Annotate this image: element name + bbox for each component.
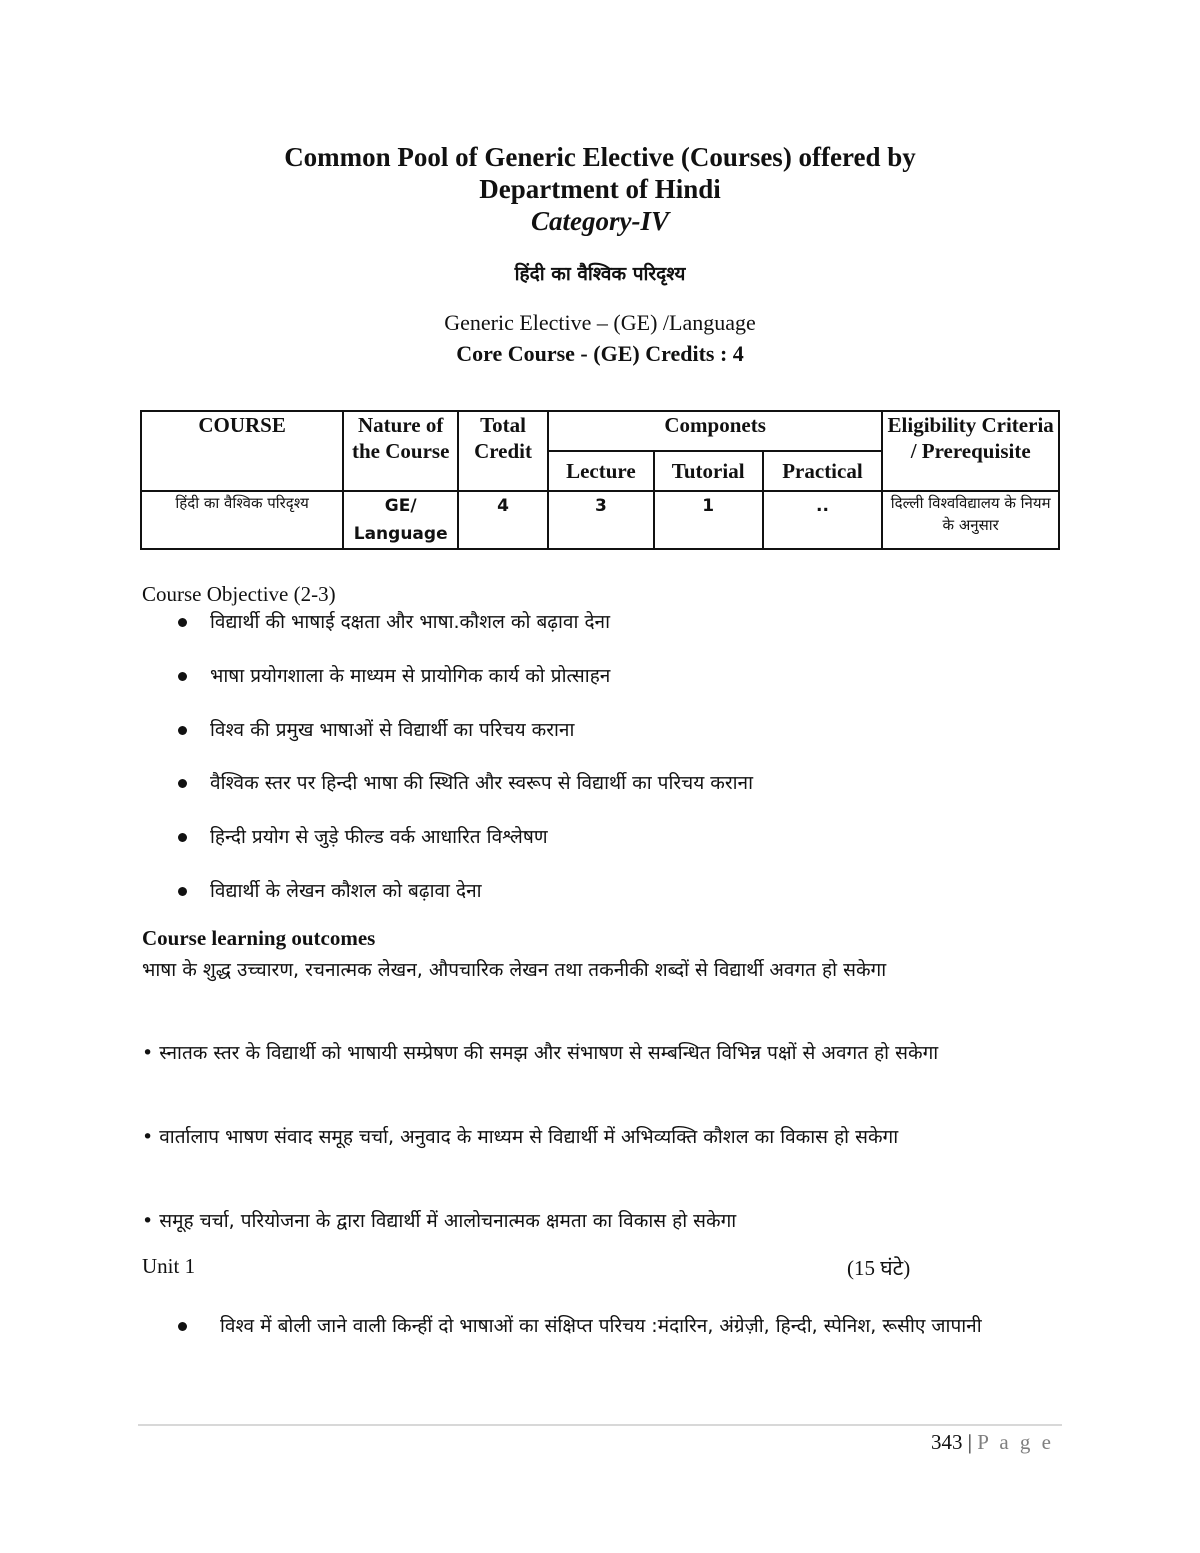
cell-total-credit: 4 <box>458 491 548 549</box>
cell-tutorial: 1 <box>654 491 763 549</box>
bullet-icon <box>178 833 187 842</box>
header-components: Componets <box>548 411 882 451</box>
document-category: Category-IV <box>531 206 669 236</box>
list-item: विश्व की प्रमुख भाषाओं से विद्यार्थी का परिचय कराना <box>140 716 1060 770</box>
document-title-line2: Department of Hindi <box>479 174 721 204</box>
course-hindi-title: हिंदी का वैश्विक परिदृश्य <box>514 263 686 285</box>
bullet-icon <box>178 672 187 681</box>
outcome-paragraph-3: • वार्तालाप भाषण संवाद समूह चर्चा, अनुवाद के माध्यम से विद्यार्थी में अभिव्यक्ति कौशल का विकास हो सकेगा <box>142 1126 899 1148</box>
cell-practical: .. <box>763 491 883 549</box>
core-course-credits: Core Course - (GE) Credits : 4 <box>456 341 744 366</box>
outcome-paragraph-1: भाषा के शुद्ध उच्चारण, रचनात्मक लेखन, औपचारिक लेखन तथा तकनीकी शब्दों से विद्यार्थी अवगत हो सकेगा <box>142 959 887 981</box>
unit-label: Unit 1 <box>142 1254 196 1278</box>
outcomes-heading: Course learning outcomes <box>142 926 376 950</box>
page-number: 343 <box>930 1430 963 1454</box>
objectives-list <box>140 608 1060 931</box>
objectives-heading: Course Objective (2-3) <box>142 582 336 606</box>
cell-course: हिंदी का वैश्विक परिदृश्य <box>141 491 343 549</box>
footer-divider <box>138 1424 1062 1426</box>
header-total-credit: Total Credit <box>458 411 548 491</box>
page-word: P a g e <box>977 1430 1054 1454</box>
cell-lecture: 3 <box>548 491 654 549</box>
header-tutorial: Tutorial <box>654 451 763 491</box>
list-item: भाषा प्रयोगशाला के माध्यम से प्रायोगिक कार्य को प्रोत्साहन <box>140 662 1060 716</box>
bullet-icon <box>178 618 187 627</box>
page-footer <box>931 1430 1054 1455</box>
bullet-icon <box>178 726 187 735</box>
header-practical: Practical <box>763 451 883 491</box>
list-item: वैश्विक स्तर पर हिन्दी भाषा की स्थिति और स्वरूप से विद्यार्थी का परिचय कराना <box>140 769 1060 823</box>
bullet-icon <box>178 779 187 788</box>
unit-hours: (15 घंटे) <box>847 1256 911 1280</box>
course-details-table <box>140 410 1060 550</box>
outcome-paragraph-4: • समूह चर्चा, परियोजना के द्वारा विद्यार्थी में आलोचनात्मक क्षमता का विकास हो सकेगा <box>142 1210 737 1232</box>
header-course: COURSE <box>141 411 343 491</box>
generic-elective-line: Generic Elective – (GE) /Language <box>444 310 756 335</box>
outcome-paragraph-2: • स्नातक स्तर के विद्यार्थी को भाषायी सम्प्रेषण की समझ और संभाषण से सम्बन्धित विभिन्न पक्षों से अवगत हो सकेगा <box>142 1042 939 1064</box>
bullet-icon <box>178 1322 187 1331</box>
header-eligibility: Eligibility Criteria / Prerequisite <box>882 411 1059 491</box>
footer-separator: | <box>967 1430 972 1454</box>
list-item: हिन्दी प्रयोग से जुड़े फील्ड वर्क आधारित विश्लेषण <box>140 823 1060 877</box>
list-item: विद्यार्थी की भाषाई दक्षता और भाषा.कौशल को बढ़ावा देना <box>140 608 1060 662</box>
header-nature: Nature of the Course <box>343 411 458 491</box>
cell-nature: GE/ Language <box>343 491 458 549</box>
bullet-icon <box>178 887 187 896</box>
unit-list-item: विश्व में बोली जाने वाली किन्हीं दो भाषाओं का संक्षिप्त परिचय :मंदारिन, अंग्रेज़ी, हिन्दी, स्पेनिश, रूसीए जापानी <box>140 1310 1060 1342</box>
cell-eligibility: दिल्ली विश्वविद्यालय के नियम के अनुसार <box>882 491 1059 549</box>
header-lecture: Lecture <box>548 451 654 491</box>
list-item: विद्यार्थी के लेखन कौशल को बढ़ावा देना <box>140 877 1060 931</box>
document-title-line1: Common Pool of Generic Elective (Courses) offered by <box>284 142 916 172</box>
